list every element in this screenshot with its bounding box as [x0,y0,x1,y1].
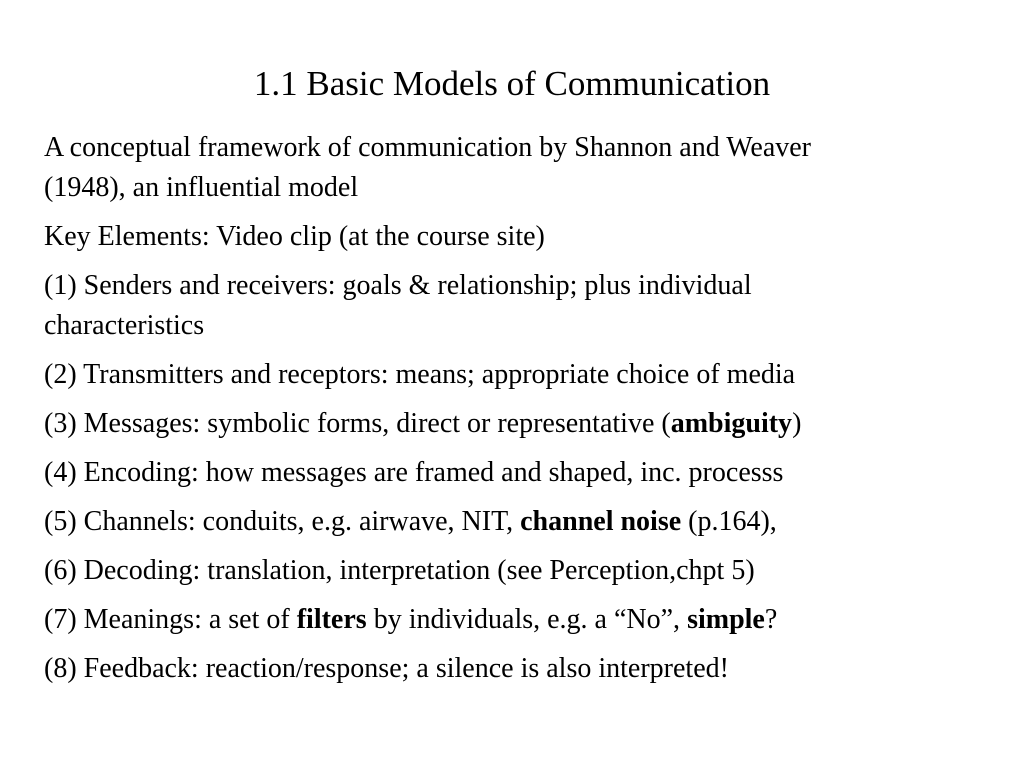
emphasis-text: filters [296,604,367,635]
paragraph-text: (p.164), [681,506,777,537]
paragraph-text: ? [764,604,778,635]
paragraph-text: by individuals, e.g. a “No”, [366,604,688,635]
paragraph-line: A conceptual framework of communication by Shannon and Weaver [44,132,811,163]
paragraph-item-4 [44,453,1004,493]
paragraph-line-continued: characteristics [44,310,205,341]
paragraph-item-7 [44,600,1004,640]
paragraph-item-3 [44,404,1004,444]
paragraph-text: ) [792,408,802,439]
paragraph-item-6 [44,551,1004,591]
paragraph-text: (5) Channels: conduits, e.g. airwave, NIT, [44,506,521,537]
paragraph-text: Key Elements: Video clip (at the course site) [44,221,545,252]
paragraph-framework [44,128,1004,208]
paragraph-text: (3) Messages: symbolic forms, direct or representative ( [44,408,671,439]
emphasis-text: channel noise [520,506,682,537]
paragraph-item-8 [44,649,1004,689]
paragraph-item-1 [44,266,1004,346]
paragraph-text: (8) Feedback: reaction/response; a silence is also interpreted! [44,653,729,684]
paragraph-text: (6) Decoding: translation, interpretation (see Perception,chpt 5) [44,555,755,586]
emphasis-text: ambiguity [670,408,793,439]
paragraph-text: (4) Encoding: how messages are framed and shaped, inc. processs [44,457,784,488]
paragraph-item-2 [44,355,1004,395]
emphasis-text: simple [687,604,765,635]
paragraph-text: (2) Transmitters and receptors: means; appropriate choice of media [44,359,796,390]
paragraph-line: (1) Senders and receivers: goals & relationship; plus individual [44,270,752,301]
slide-title: 1.1 Basic Models of Communication [253,64,771,103]
paragraph-key-elements [44,217,1004,257]
paragraph-item-5 [44,502,1004,542]
paragraph-line-continued: (1948), an influential model [44,172,359,203]
body-text-list [44,128,1004,698]
paragraph-text: (7) Meanings: a set of [44,604,297,635]
